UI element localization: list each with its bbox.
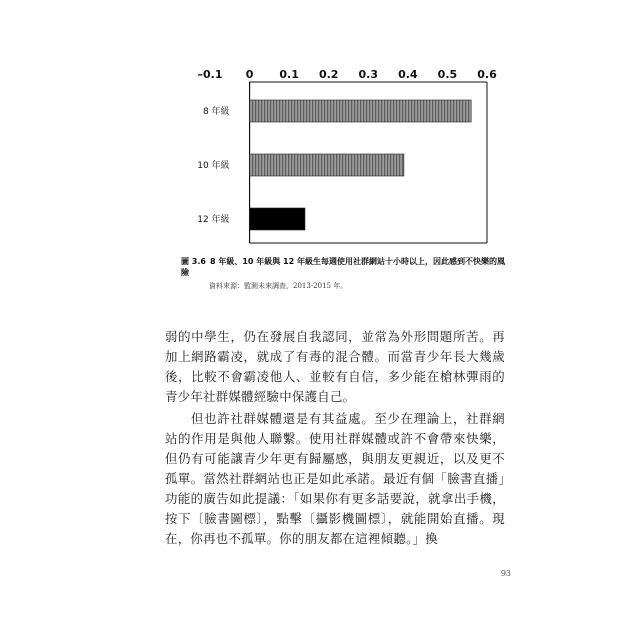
- body-text: [165, 327, 505, 549]
- x-tick-label: 0.5: [437, 68, 458, 81]
- paragraph: 但也許社群媒體還是有其益處。至少在理論上，社群網站的作用是與他人聯繫。使用社群媒體或許不會帶來快樂，但仍有可能讓青少年更有歸屬感，與朋友更親近，以及更不孤單。當然社群網站也正是如此承諾。最近有個「臉書直播」功能的廣告如此提議：「如果你有更多話要說，就拿出手機，按下〔臉書圖標〕，點擊〔攝影機圖標〕，就能開始直播。現在，你再也不孤單。你的朋友都在這裡傾聽。」換: [165, 411, 505, 546]
- x-axis-tick-labels: [198, 68, 498, 81]
- category-label: 8 年級: [202, 107, 230, 117]
- category-label: 12 年級: [197, 215, 230, 225]
- figure-caption: [181, 256, 506, 278]
- page-number: 93: [500, 569, 511, 578]
- paragraph: 弱的中學生，仍在發展自我認同，並常為外形問題所苦。再加上網路霸凌，就成了有毒的混合體。而當青少年長大幾歲後，比較不會霸凌他人、並較有自信，多少能在槍林彈雨的青少年社群媒體經驗中保護自己。: [165, 329, 505, 404]
- x-tick-label: 0.2: [318, 68, 339, 81]
- category-labels: [197, 105, 229, 225]
- x-tick-label: 0.6: [477, 68, 497, 81]
- bar-chart: [0, 0, 640, 260]
- bar-2: [250, 154, 404, 176]
- x-tick-label: 0: [245, 68, 254, 81]
- category-label: 10 年級: [197, 161, 230, 171]
- figure-number: 圖 3.6: [181, 257, 206, 266]
- x-tick-label: –0.1: [197, 68, 223, 81]
- bar-3: [250, 208, 305, 230]
- bar-1: [250, 100, 472, 122]
- bars-group: [250, 100, 472, 230]
- x-tick-label: 0.3: [358, 68, 379, 81]
- data-source: 資料來源：監測未來調查，2013-2015 年。: [209, 282, 348, 290]
- x-tick-label: 0.1: [279, 68, 299, 81]
- figure-title: 8 年級、10 年級與 12 年級生每週使用社群網站十小時以上，因此感到不快樂的風險: [181, 257, 505, 277]
- x-tick-label: 0.4: [398, 68, 418, 81]
